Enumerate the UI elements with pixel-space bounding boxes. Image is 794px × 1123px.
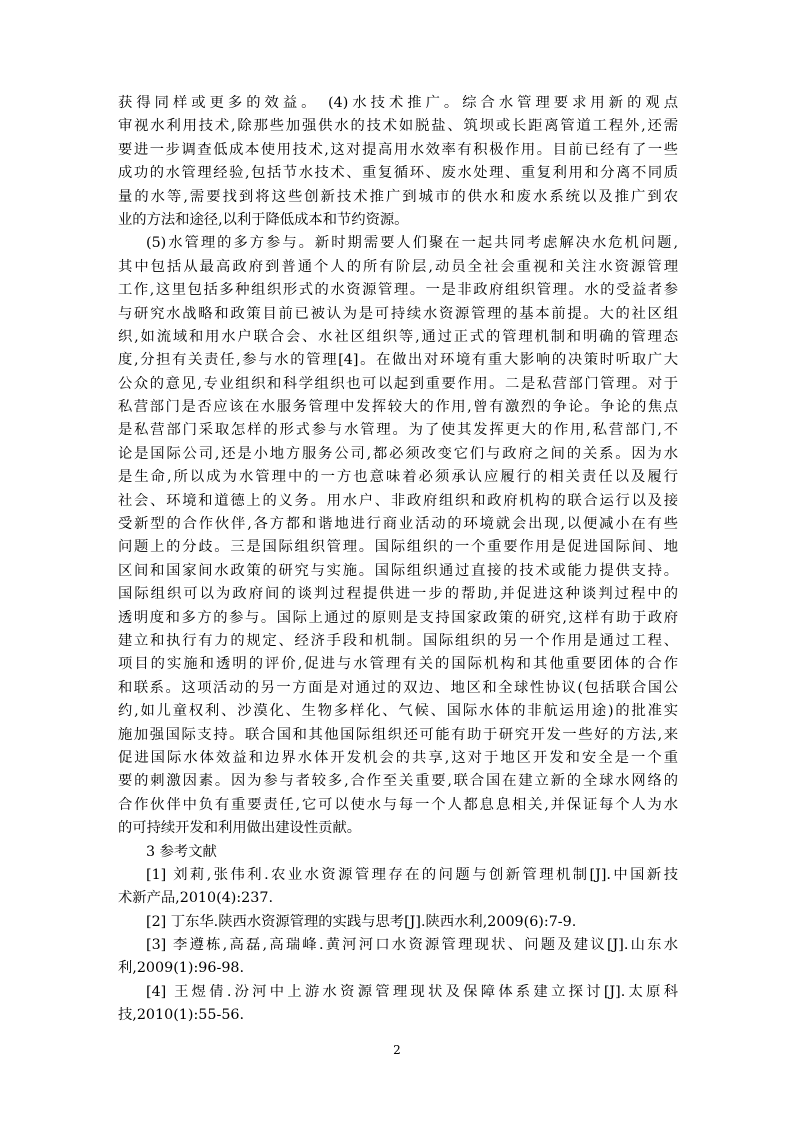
text-line: 国际组织可以为政府间的谈判过程提供进一步的帮助,并促进这种谈判过程中的 — [118, 586, 678, 603]
text-line: 建立和执行有力的规定、经济手段和机制。国际组织的另一个作用是通过工程、 — [118, 632, 678, 649]
text-line: 利,2009(1):96-98. — [118, 960, 245, 977]
text-line: 项目的实施和透明的评价,促进与水管理有关的国际机构和其他重要团体的合作 — [118, 656, 678, 673]
text-line: 术新产品,2010(4):237. — [118, 890, 274, 907]
text-line: 织,如流域和用水户联合会、水社区组织等,通过正式的管理机制和明确的管理态 — [118, 328, 678, 345]
text-line: 业的方法和途径,以利于降低成本和节约资源。 — [118, 211, 409, 228]
text-line: (5)水管理的多方参与。新时期需要人们聚在一起共同考虑解决水危机问题, — [146, 235, 678, 252]
text-line: 公众的意见,专业组织和科学组织也可以起到重要作用。二是私营部门管理。对于 — [118, 375, 678, 392]
text-line: 成功的水管理经验,包括节水技术、重复循环、废水处理、重复利用和分离不同质 — [118, 165, 678, 182]
text-line: [1] 刘莉,张伟利.农业水资源管理存在的问题与创新管理机制[J].中国新技 — [146, 866, 678, 883]
text-line: 社会、环境和道德上的义务。用水户、非政府组织和政府机构的联合运行以及接 — [118, 492, 678, 509]
text-line: 约,如儿童权利、沙漠化、生物多样化、气候、国际水体的非航运用途)的批准实 — [118, 703, 678, 720]
document-body — [118, 92, 678, 1028]
text-line: 要的刺激因素。因为参与者较多,合作至关重要,联合国在建立新的全球水网络的 — [118, 773, 678, 790]
text-line: 与研究水战略和政策目前已被认为是可持续水资源管理的基本前提。大的社区组 — [118, 305, 678, 322]
text-line: [3] 李遵栋,高磊,高瑞峰.黄河河口水资源管理现状、问题及建议[J].山东水 — [146, 937, 678, 954]
text-line: 度,分担有关责任,参与水的管理[4]。在做出对环境有重大影响的决策时听取广大 — [118, 352, 678, 369]
text-line: 和联系。这项活动的另一方面是对通过的双边、地区和全球性协议(包括联合国公 — [118, 679, 678, 696]
text-line: 透明度和多方的参与。国际上通过的原则是支持国家政策的研究,这样有助于政府 — [118, 609, 678, 626]
text-line: 工作,这里包括多种组织形式的水资源管理。一是非政府组织管理。水的受益者参 — [118, 282, 678, 299]
text-line: 问题上的分歧。三是国际组织管理。国际组织的一个重要作用是促进国际间、地 — [118, 539, 678, 556]
text-line: 其中包括从最高政府到普通个人的所有阶层,动员全社会重视和关注水资源管理 — [118, 258, 678, 275]
text-line: [2] 丁东华.陕西水资源管理的实践与思考[J].陕西水利,2009(6):7-9. — [146, 913, 577, 930]
text-line: 促进国际水体效益和边界水体开发机会的共享,这对于地区开发和安全是一个重 — [118, 749, 678, 766]
text-line: 量的水等,需要找到将这些创新技术推广到城市的供水和废水系统以及推广到农 — [118, 188, 678, 205]
text-line: [4] 王煜倩.汾河中上游水资源管理现状及保障体系建立探讨[J].太原科 — [146, 983, 678, 1000]
text-line: 是生命,所以成为水管理中的一方也意味着必须承认应履行的相关责任以及履行 — [118, 469, 678, 486]
text-line: 审视水利用技术,除那些加强供水的技术如脱盐、筑坝或长距离管道工程外,还需 — [118, 118, 678, 135]
text-line: 获得同样或更多的效益。 (4)水技术推广。综合水管理要求用新的观点 — [118, 95, 678, 111]
text-line: 3 参考文献 — [146, 843, 217, 860]
text-line: 区间和国家间水政策的研究与实施。国际组织通过直接的技术或能力提供支持。 — [118, 562, 678, 579]
text-line: 的可持续开发和利用做出建设性贡献。 — [118, 820, 362, 837]
text-line: 受新型的合作伙伴,各方都和谐地进行商业活动的环境就会出现,以便减小在有些 — [118, 516, 678, 533]
text-line: 合作伙伴中负有重要责任,它可以使水与每一个人都息息相关,并保证每个人为水 — [118, 796, 678, 813]
text-line: 是私营部门采取怎样的形式参与水管理。为了使其发挥更大的作用,私营部门,不 — [118, 422, 678, 439]
text-line: 论是国际公司,还是小地方服务公司,都必须改变它们与政府之间的关系。因为水 — [118, 445, 678, 462]
text-line: 要进一步调查低成本使用技术,这对提高用水效率有积极作用。目前已经有了一些 — [118, 141, 678, 158]
text-line: 施加强国际支持。联合国和其他国际组织还可能有助于研究开发一些好的方法,来 — [118, 726, 678, 743]
page-number: 2 — [393, 1043, 401, 1057]
text-line: 技,2010(1):55-56. — [118, 1007, 245, 1024]
text-line: 私营部门是否应该在水服务管理中发挥较大的作用,曾有激烈的争论。争论的焦点 — [118, 399, 678, 416]
